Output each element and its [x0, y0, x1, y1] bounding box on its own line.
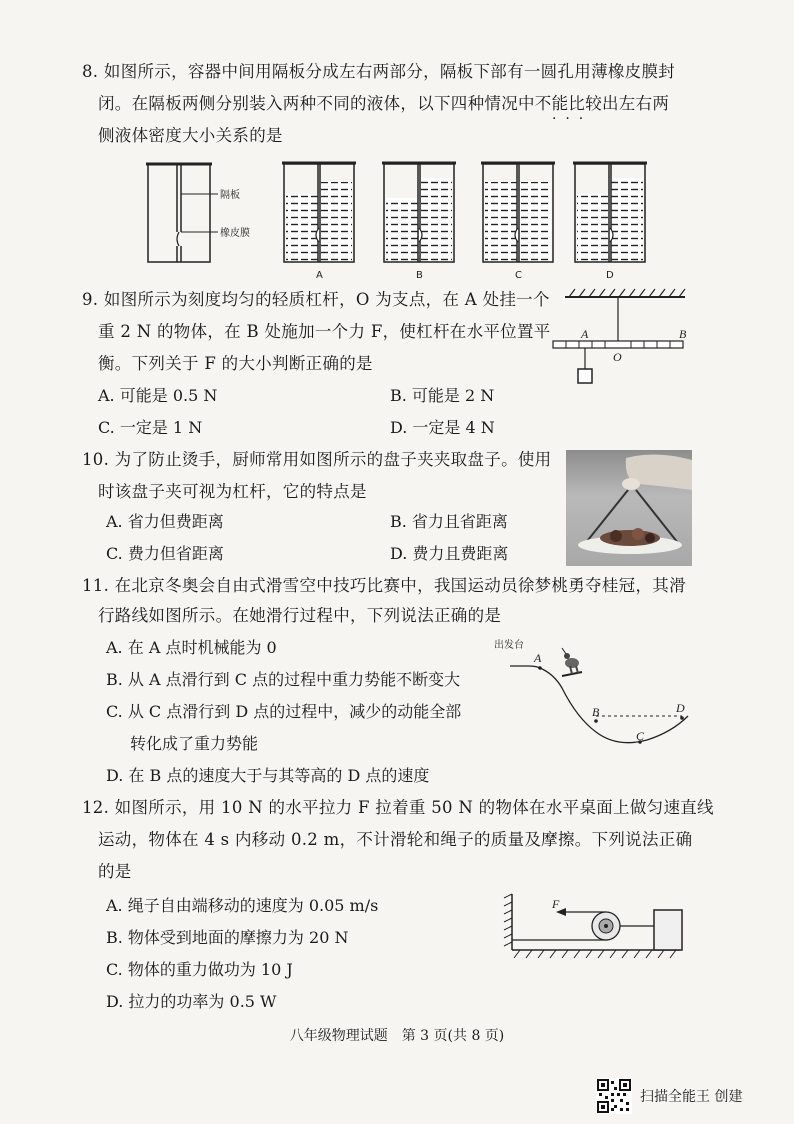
- membrane-label: 橡皮膜: [220, 228, 250, 239]
- q11-option-a: A. 在 A 点时机械能为 0: [106, 638, 277, 657]
- q9-option-a: A. 可能是 0.5 N: [98, 386, 218, 405]
- q9-line3: 衡。下列关于 F 的大小判断正确的是: [98, 354, 373, 373]
- q12-option-c: C. 物体的重力做功为 10 J: [106, 960, 293, 979]
- q12-option-b: B. 物体受到地面的摩擦力为 20 N: [106, 928, 349, 947]
- q8-line1: 8. 如图所示，容器中间用隔板分成左右两部分，隔板下部有一圆孔用薄橡皮膜封: [82, 62, 676, 81]
- q8-containers-figure: [140, 158, 660, 283]
- q9-line2: 重 2 N 的物体，在 B 处施加一个力 F，使杠杆在水平位置平: [98, 322, 551, 341]
- container-c: [481, 163, 555, 262]
- track-label-c: C: [636, 729, 645, 743]
- label-a: A: [316, 270, 323, 281]
- force-label-f: F: [552, 897, 560, 911]
- lever-label-a: A: [581, 327, 589, 341]
- empty-container: [146, 164, 218, 262]
- q11-ski-track-figure: [492, 636, 692, 746]
- q12-option-d: D. 拉力的功率为 0.5 W: [106, 992, 277, 1011]
- container-b: [382, 163, 456, 262]
- q11-line2: 行路线如图所示。在她滑行过程中，下列说法正确的是: [98, 606, 502, 625]
- skier-icon: [562, 648, 582, 676]
- q9-option-d: D. 一定是 4 N: [390, 418, 495, 437]
- q12-option-a: A. 绳子自由端移动的速度为 0.05 m/s: [106, 896, 379, 915]
- qr-code-icon: [596, 1078, 632, 1114]
- q11-line1: 11. 在北京冬奥会自由式滑雪空中技巧比赛中，我国运动员徐梦桃勇夺桂冠，其滑: [82, 576, 686, 595]
- q11-option-c-line2: 转化成了重力势能: [130, 734, 259, 753]
- q9-line1: 9. 如图所示为刻度均匀的轻质杠杆，O 为支点，在 A 处挂一个: [82, 290, 550, 309]
- label-b: B: [416, 270, 423, 281]
- q12-line3: 的是: [98, 862, 132, 881]
- partition-label: 隔板: [220, 190, 240, 201]
- q11-option-c-line1: C. 从 C 点滑行到 D 点的过程中，减少的动能全部: [106, 702, 462, 721]
- start-platform-label: 出发台: [494, 640, 524, 651]
- scanner-watermark: 扫描全能王 创建: [640, 1089, 743, 1105]
- q11-option-b: B. 从 A 点滑行到 C 点的过程中重力势能不断变大: [106, 670, 461, 689]
- q12-line2: 运动，物体在 4 s 内移动 0.2 m，不计滑轮和绳子的质量及摩擦。下列说法正确: [98, 830, 693, 849]
- q8-line3: 侧液体密度大小关系的是: [98, 126, 283, 145]
- q12-line1: 12. 如图所示，用 10 N 的水平拉力 F 拉着重 50 N 的物体在水平桌面上做匀速直线: [82, 798, 714, 817]
- emphasis-dots: · · ·: [552, 111, 584, 127]
- q12-pulley-figure: [500, 888, 690, 968]
- q10-option-d: D. 费力且费距离: [390, 544, 509, 563]
- track-label-b: B: [592, 705, 600, 719]
- q10-line2: 时该盘子夹可视为杠杆，它的特点是: [98, 482, 367, 501]
- q10-option-a: A. 省力但费距离: [106, 512, 224, 531]
- lever-label-b: B: [679, 327, 687, 341]
- q10-option-c: C. 费力但省距离: [106, 544, 224, 563]
- q9-lever-figure: [545, 285, 695, 390]
- track-label-d: D: [676, 701, 685, 715]
- track-label-a: A: [534, 651, 542, 665]
- label-d: D: [606, 270, 614, 281]
- q9-option-b: B. 可能是 2 N: [390, 386, 495, 405]
- lever-label-o: O: [613, 350, 622, 364]
- page-footer: 八年级物理试题 第 3 页(共 8 页): [289, 1028, 505, 1044]
- container-a: [282, 163, 356, 262]
- q10-option-b: B. 省力且省距离: [390, 512, 508, 531]
- q9-option-c: C. 一定是 1 N: [98, 418, 203, 437]
- plate-clip-photo: [566, 450, 692, 566]
- q8-line2: 闭。在隔板两侧分别装入两种不同的液体，以下四种情况中不能比较出左右两: [98, 94, 670, 113]
- q11-option-d: D. 在 B 点的速度大于与其等高的 D 点的速度: [106, 766, 430, 785]
- label-c: C: [515, 270, 522, 281]
- q10-line1: 10. 为了防止烫手，厨师常用如图所示的盘子夹夹取盘子。使用: [82, 450, 552, 469]
- container-d: [573, 163, 647, 262]
